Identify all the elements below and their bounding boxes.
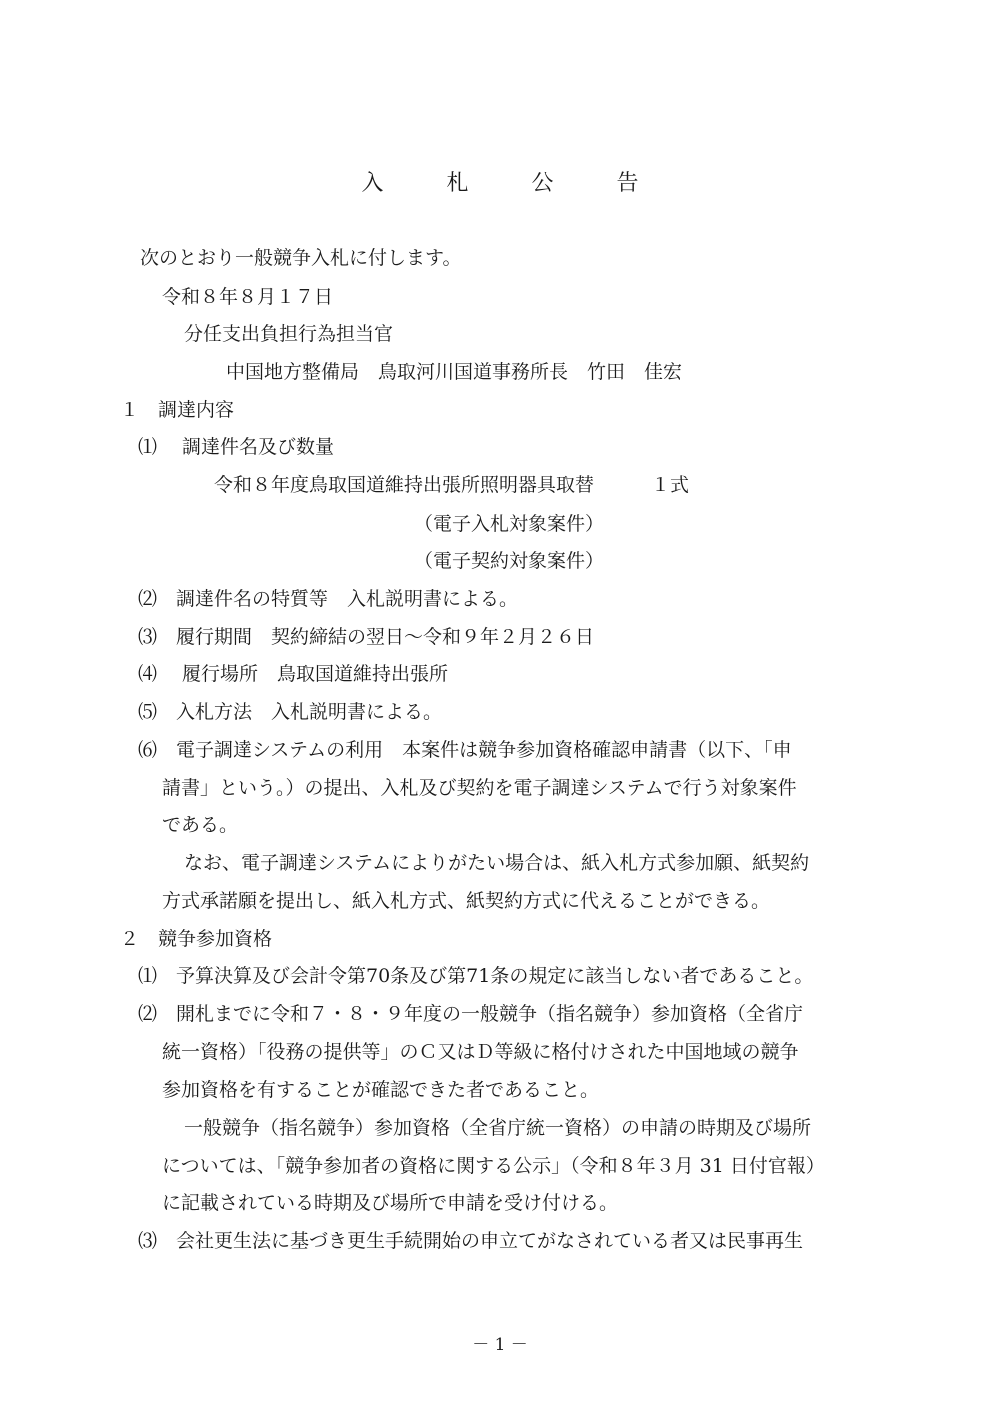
section1-item1-label: ⑴ 調達件名及び数量 xyxy=(138,436,335,458)
notice-date: 令和８年８月１７日 xyxy=(162,286,334,308)
section1-item6-line4: なお、電子調達システムによりがたい場合は、紙入札方式参加願、紙契約 xyxy=(184,852,810,874)
section2-heading: ２ 競争参加資格 xyxy=(120,928,273,950)
electronic-bid-note: （電子入札対象案件） xyxy=(414,513,605,535)
page-number: － 1 － xyxy=(472,1335,528,1355)
section2-item2-line5: については、「競争参加者の資格に関する公示」（令和８年３月 31 日付官報） xyxy=(162,1155,825,1177)
section1-item5: ⑸ 入札方法 入札説明書による。 xyxy=(138,701,443,723)
section2-item2-line4: 一般競争（指名競争）参加資格（全省庁統一資格）の申請の時期及び場所 xyxy=(184,1117,812,1139)
section2-item2-line1: ⑵ 開札までに令和７・８・９年度の一般競争（指名競争）参加資格（全省庁 xyxy=(138,1003,804,1025)
section1-heading: １ 調達内容 xyxy=(120,399,235,421)
section1-item6-line2: 請書」という。）の提出、入札及び契約を電子調達システムで行う対象案件 xyxy=(162,777,797,799)
section2-item2-line2: 統一資格）「役務の提供等」のＣ又はＤ等級に格付けされた中国地域の競争 xyxy=(162,1041,799,1063)
electronic-contract-note: （電子契約対象案件） xyxy=(414,550,605,572)
section1-item4: ⑷ 履行場所 鳥取国道維持出張所 xyxy=(138,663,449,685)
section1-item6-line1: ⑹ 電子調達システムの利用 本案件は競争参加資格確認申請書（以下、「申 xyxy=(138,739,792,761)
section1-item6-line3: である。 xyxy=(162,814,239,836)
section2-item2-line6: に記載されている時期及び場所で申請を受け付ける。 xyxy=(162,1192,619,1214)
page-title: 入 札 公 告 xyxy=(361,171,667,196)
section1-item2: ⑵ 調達件名の特質等 入札説明書による。 xyxy=(138,588,519,610)
section2-item3-line1: ⑶ 会社更生法に基づき更生手続開始の申立てがなされている者又は民事再生 xyxy=(138,1230,804,1252)
section2-item1: ⑴ 予算決算及び会計令第70条及び第71条の規定に該当しない者であること。 xyxy=(138,965,814,987)
official-name: 中国地方整備局 鳥取河川国道事務所長 竹田 佳宏 xyxy=(226,361,683,383)
official-title: 分任支出負担行為担当官 xyxy=(184,323,394,345)
intro-text: 次のとおり一般競争入札に付します。 xyxy=(140,247,462,269)
section2-item2-line3: 参加資格を有することが確認できた者であること。 xyxy=(162,1079,600,1101)
procurement-item-name: 令和８年度鳥取国道維持出張所照明器具取替 １式 xyxy=(214,474,690,496)
section1-item3: ⑶ 履行期間 契約締結の翌日～令和９年２月２６日 xyxy=(138,626,595,648)
section1-item6-line5: 方式承諾願を提出し、紙入札方式、紙契約方式に代えることができる。 xyxy=(162,890,771,912)
